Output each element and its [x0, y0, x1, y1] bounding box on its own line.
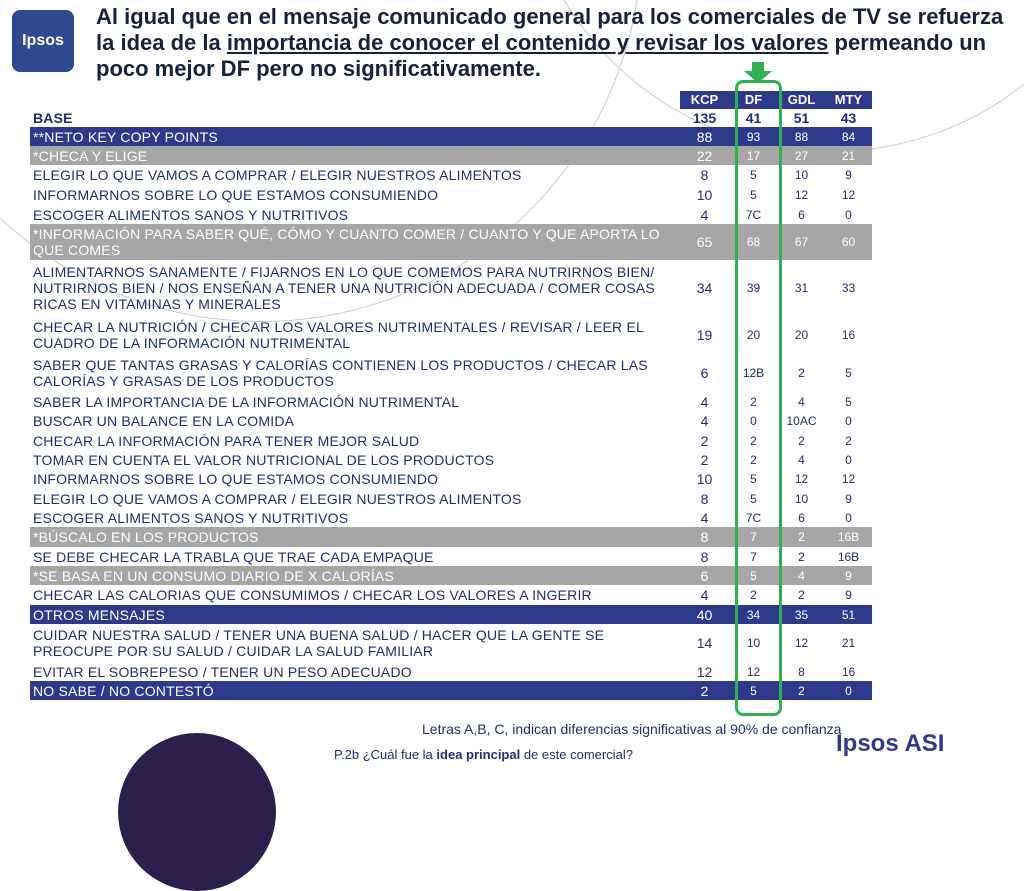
cell-kcp: 4	[700, 393, 709, 410]
cell-df: 5	[750, 472, 757, 486]
row-label: ESCOGER ALIMENTOS SANOS Y NUTRITIVOS	[33, 509, 349, 526]
col-header-mty: MTY	[825, 91, 872, 109]
cell-kcp: 65	[680, 224, 729, 260]
cell-df: 7	[750, 549, 757, 564]
cell-df: 5	[750, 168, 757, 182]
cell-kcp: 8	[700, 167, 709, 183]
row-label: NO SABE / NO CONTESTÓ	[30, 681, 680, 700]
cell-kcp: 14	[696, 635, 713, 651]
cell-mty: 16	[841, 328, 856, 342]
cell-df: 7C	[745, 510, 762, 525]
base-mty: 43	[840, 110, 857, 126]
cell-gdl: 27	[778, 146, 825, 165]
cell-mty: 9	[825, 566, 872, 585]
cell-gdl: 35	[778, 605, 825, 624]
cell-gdl: 4	[798, 452, 805, 467]
row-label: CHECAR LA NUTRICIÓN / CHECAR LOS VALORES NUTRIMENTALES / REVISAR / LEER EL CUADRO DE LA INFORMACIÓN NUTRIMENTAL	[33, 319, 644, 351]
cell-kcp: 4	[700, 587, 709, 603]
cell-gdl: 2	[798, 366, 805, 380]
question-emphasis: idea principal	[436, 747, 521, 762]
title-part1: Al igual que en el mensaje comunicado general para los comerciales de TV se refuerza la idea de la	[96, 4, 1004, 55]
cell-kcp: 34	[696, 280, 713, 296]
cell-mty: 5	[845, 394, 852, 409]
row-label: **NETO KEY COPY POINTS	[30, 127, 680, 146]
row-label: SE DEBE CHECAR LA TRABLA QUE TRAE CADA EMPAQUE	[33, 548, 434, 565]
cell-mty: 16	[841, 664, 856, 679]
row-label: TOMAR EN CUENTA EL VALOR NUTRICIONAL DE LOS PRODUCTOS	[33, 451, 495, 468]
df-highlight-box	[735, 80, 782, 716]
cell-mty: 0	[825, 681, 872, 700]
cell-kcp: 19	[696, 327, 713, 343]
row-label: OTROS MENSAJES	[30, 605, 680, 624]
cell-gdl: 10	[794, 168, 809, 182]
cell-kcp: 2	[680, 681, 729, 700]
row-label: SABER QUE TANTAS GRASAS Y CALORÍAS CONTIENEN LOS PRODUCTOS / CHECAR LAS CALORÍAS Y GRASAS DE LOS PRODUCTOS	[33, 357, 648, 389]
cell-df: 2	[750, 588, 757, 602]
cell-df: 12	[746, 664, 761, 679]
cell-gdl: 67	[778, 224, 825, 260]
row-label: CHECAR LAS CALORIAS QUE CONSUMIMOS / CHECAR LOS VALORES A INGERIR	[33, 587, 592, 603]
cell-mty: 0	[845, 452, 852, 467]
ipsos-asi-brand: Ipsos ASI	[836, 730, 945, 757]
cell-df: 2	[750, 452, 757, 467]
footnote: Letras A,B, C, indican diferencias significativas al 90% de confianza	[422, 721, 842, 737]
cell-mty: 21	[825, 146, 872, 165]
row-label: SABER LA IMPORTANCIA DE LA INFORMACIÓN NUTRIMENTAL	[33, 393, 460, 410]
row-label: CUIDAR NUESTRA SALUD / TENER UNA BUENA SALUD / HACER QUE LA GENTE SE PREOCUPE POR SU SALUD / CUIDAR LA SALUD FAMILIAR	[33, 627, 605, 659]
base-kcp: 135	[692, 110, 717, 126]
title-underlined: importancia de conocer el contenido y revisar los valores	[226, 30, 829, 55]
cell-kcp: 2	[700, 451, 709, 468]
col-header-kcp: KCP	[680, 91, 729, 109]
cell-gdl: 20	[794, 328, 809, 342]
cell-df: 0	[750, 414, 757, 428]
title-part2: permeando un poco mejor DF pero no significativamente.	[96, 30, 987, 81]
cell-gdl: 31	[794, 281, 809, 295]
df-arrow-stem	[752, 62, 764, 71]
cell-gdl: 10AC	[786, 414, 817, 428]
base-df: 41	[745, 110, 762, 126]
row-label: ALIMENTARNOS SANAMENTE / FIJARNOS EN LO QUE COMEMOS PARA NUTRIRNOS BIEN/ NUTRIRNOS BIEN / NOS ENSEÑAN A TENER UNA NUTRICIÓN ADECUADA / COMER COSAS RICAS EN VITAMINAS Y MINERALES	[33, 264, 655, 312]
cell-mty: 9	[845, 168, 852, 182]
cell-df: 20	[746, 328, 761, 342]
row-label: INFORMARNOS SOBRE LO QUE ESTAMOS CONSUMIENDO	[33, 471, 439, 487]
cell-kcp: 8	[680, 527, 729, 547]
cell-df: 93	[729, 127, 778, 146]
decorative-circle	[118, 733, 276, 891]
cell-mty: 12	[841, 472, 856, 486]
cell-df: 2	[750, 394, 757, 409]
cell-kcp: 12	[696, 663, 713, 680]
cell-kcp: 22	[680, 146, 729, 165]
cell-df: 5	[729, 681, 778, 700]
cell-df: 17	[729, 146, 778, 165]
question-prefix: P.2b	[334, 747, 360, 762]
cell-df: 5	[729, 566, 778, 585]
cell-mty: 9	[845, 491, 852, 506]
cell-mty: 60	[825, 224, 872, 260]
question-text	[334, 747, 633, 762]
cell-df: 5	[750, 188, 757, 202]
row-label: INFORMARNOS SOBRE LO QUE ESTAMOS CONSUMIENDO	[33, 187, 439, 203]
cell-mty: 51	[825, 605, 872, 624]
cell-gdl: 12	[794, 636, 809, 650]
ipsos-logo	[12, 10, 74, 72]
cell-kcp: 8	[700, 490, 709, 507]
cell-gdl: 6	[798, 510, 805, 525]
cell-kcp: 8	[700, 548, 709, 565]
cell-kcp: 2	[700, 432, 709, 449]
cell-mty: 0	[845, 414, 852, 428]
cell-df: 68	[729, 224, 778, 260]
cell-gdl: 2	[778, 527, 825, 547]
row-label: EVITAR EL SOBREPESO / TENER UN PESO ADECUADO	[33, 663, 412, 680]
row-label: ELEGIR LO QUE VAMOS A COMPRAR / ELEGIR NUESTROS ALIMENTOS	[33, 490, 522, 507]
cell-kcp: 4	[700, 413, 709, 429]
cell-df: 7	[729, 527, 778, 547]
cell-gdl: 12	[794, 472, 809, 486]
row-label: *INFORMACIÓN PARA SABER QUÉ, CÓMO Y CUANTO COMER / CUANTO Y QUE APORTA LO QUE COMES	[30, 224, 680, 260]
cell-kcp: 10	[696, 471, 713, 487]
cell-gdl: 2	[798, 433, 805, 448]
row-label: ESCOGER ALIMENTOS SANOS Y NUTRITIVOS	[33, 206, 349, 223]
cell-df: 12B	[742, 366, 765, 380]
cell-gdl: 2	[778, 681, 825, 700]
cell-mty: 9	[845, 588, 852, 602]
question-after: de este comercial?	[520, 747, 633, 762]
slide-title	[96, 4, 1006, 82]
cell-df: 2	[750, 433, 757, 448]
cell-gdl: 88	[778, 127, 825, 146]
cell-kcp: 88	[680, 127, 729, 146]
cell-df: 34	[729, 605, 778, 624]
question-before: ¿Cuál fue la	[359, 747, 437, 762]
cell-mty: 33	[841, 281, 856, 295]
row-label: *BÚSCALO EN LOS PRODUCTOS	[30, 527, 680, 547]
cell-gdl: 8	[798, 664, 805, 679]
cell-gdl: 2	[798, 588, 805, 602]
cell-gdl: 10	[794, 491, 809, 506]
cell-mty: 12	[841, 188, 856, 202]
cell-mty: 0	[845, 207, 852, 222]
cell-kcp: 4	[700, 509, 709, 526]
cell-mty: 16B	[837, 549, 860, 564]
cell-df: 7C	[745, 207, 762, 222]
row-label: CHECAR LA INFORMACIÓN PARA TENER MEJOR SALUD	[33, 432, 420, 449]
cell-mty: 16B	[825, 527, 872, 547]
cell-mty: 5	[845, 366, 852, 380]
row-label: ELEGIR LO QUE VAMOS A COMPRAR / ELEGIR NUESTROS ALIMENTOS	[33, 167, 522, 183]
cell-df: 5	[750, 491, 757, 506]
cell-mty: 2	[845, 433, 852, 448]
cell-kcp: 10	[696, 187, 713, 203]
row-label: BUSCAR UN BALANCE EN LA COMIDA	[33, 413, 295, 429]
row-label: *CHECA Y ELIGE	[30, 146, 680, 165]
cell-kcp: 6	[700, 365, 709, 381]
logo-text: Ipsos	[22, 32, 64, 49]
cell-gdl: 6	[798, 207, 805, 222]
cell-gdl: 4	[798, 394, 805, 409]
base-gdl: 51	[793, 110, 810, 126]
cell-kcp: 4	[700, 206, 709, 223]
cell-kcp: 6	[680, 566, 729, 585]
row-label: *SE BASA EN UN CONSUMO DIARIO DE X CALORÍAS	[30, 566, 680, 585]
col-header-gdl: GDL	[778, 91, 825, 109]
cell-gdl: 12	[794, 188, 809, 202]
cell-gdl: 2	[798, 549, 805, 564]
cell-kcp: 40	[680, 605, 729, 624]
col-header-df: DF	[729, 91, 778, 109]
cell-mty: 84	[825, 127, 872, 146]
cell-df: 39	[746, 281, 761, 295]
header-spacer	[30, 91, 680, 109]
cell-df: 10	[746, 636, 761, 650]
cell-mty: 0	[845, 510, 852, 525]
cell-gdl: 4	[778, 566, 825, 585]
base-label: BASE	[33, 110, 73, 126]
cell-mty: 21	[841, 636, 856, 650]
